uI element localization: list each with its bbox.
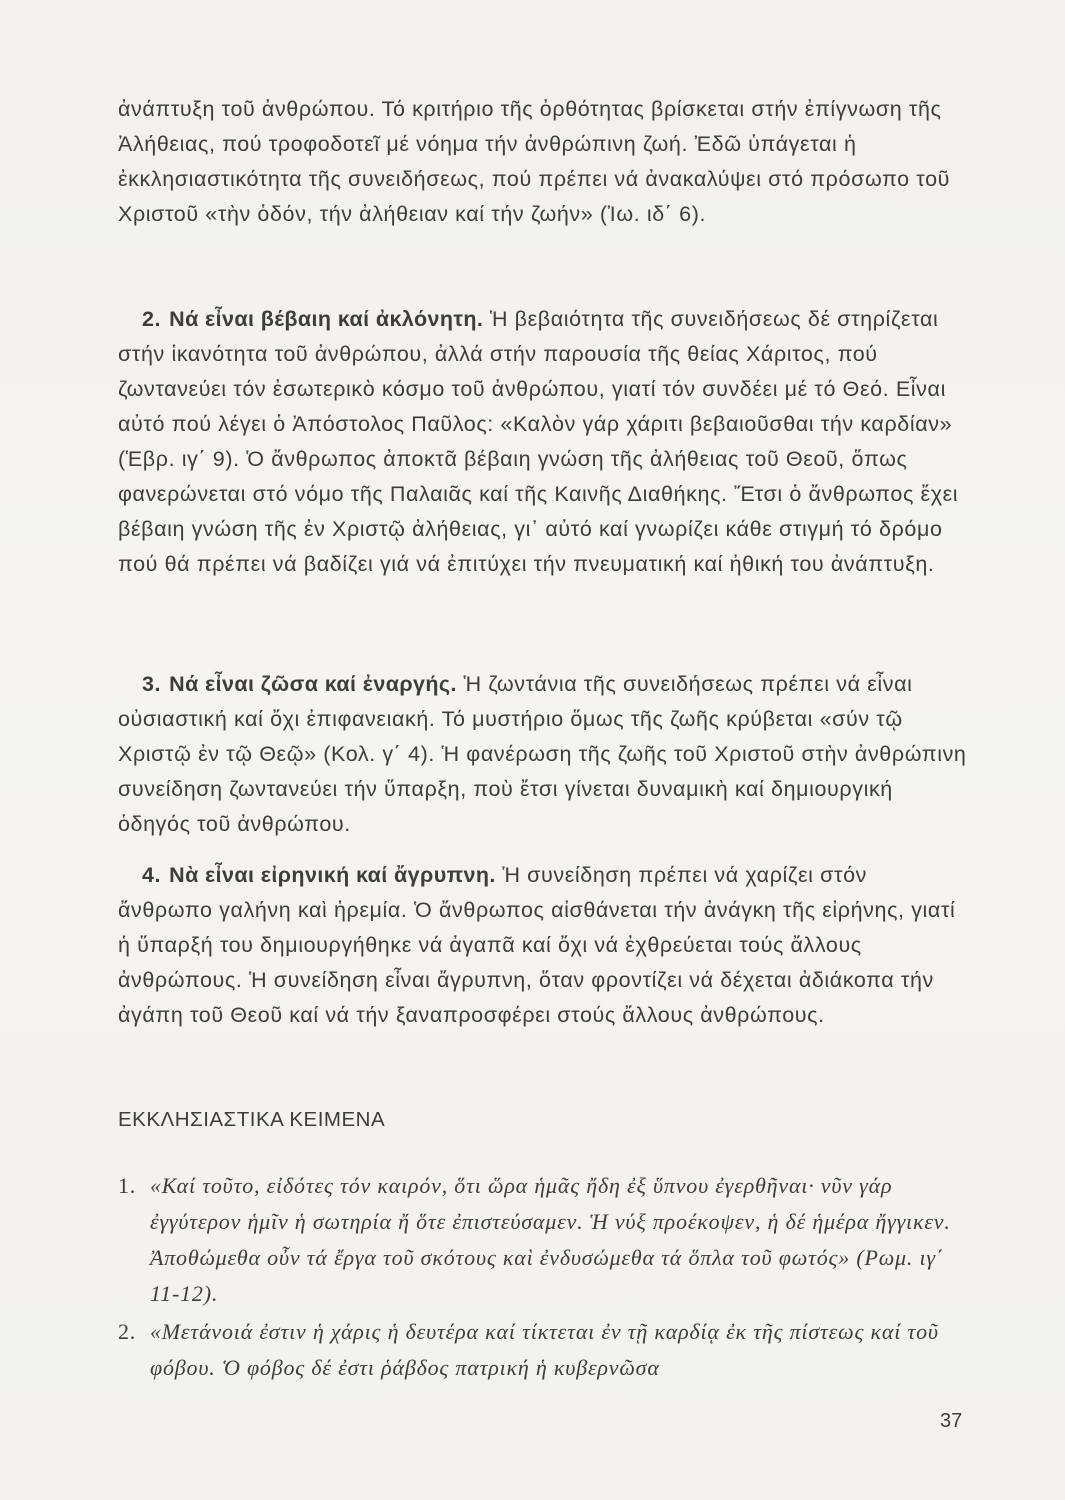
section-2 bbox=[118, 302, 968, 582]
page-number: 37 bbox=[940, 1410, 963, 1432]
intro-paragraph: ἀνάπτυξη τοῦ ἀνθρώπου. Τό κριτήριο τῆς ὀρθότητας βρίσκεται στήν ἐπίγνωση τῆς Ἀλήθειας, πού τροφοδοτεῖ μέ νόημα τήν ἀνθρώπινη ζωή. Ἐδῶ ὑπάγεται ἡ ἐκκλησιαστικότητα τῆς συνειδήσεως, πού πρέπει νά ἀνακαλύψει στό πρόσωπο τοῦ Χριστοῦ «τὴν ὁδόν, τήν ἀλήθειαν καί τήν ζωήν» (Ἰω. ιδ΄ 6). bbox=[118, 97, 950, 226]
section-number: 4. bbox=[142, 863, 162, 887]
quote-1 bbox=[118, 1168, 980, 1312]
section-3 bbox=[118, 667, 968, 842]
section-4 bbox=[118, 858, 968, 1033]
section-number: 3. bbox=[142, 672, 162, 696]
church-texts-heading: ΕΚΚΛΗΣΙΑΣΤΙΚΑ ΚΕΙΜΕΝΑ bbox=[118, 1108, 386, 1131]
quote-text: «Καί τοῦτο, εἰδότες τόν καιρόν, ὅτι ὥρα ἡμᾶς ἤδη ἐξ ὕπνου ἐγερθῆναι· νῦν γάρ ἐγγύτερον ἡμῖν ἡ σωτηρία ἤ ὅτε ἐπιστεύσαμεν. Ἡ νύξ προέκοψεν, ἡ δέ ἡμέρα ἤγγικεν. Ἀποθώμεθα οὖν τά ἔργα τοῦ σκότους καὶ ἐνδυσώμεθα τά ὅπλα τοῦ φωτός» (Ρωμ. ιγ΄ 11-12). bbox=[150, 1173, 951, 1306]
quote-2 bbox=[118, 1314, 980, 1386]
section-lead: Νά εἶναι ζῶσα καί ἐναργής. bbox=[169, 672, 457, 696]
quote-number: 1. bbox=[118, 1173, 137, 1198]
quote-text: «Μετάνοιά ἐστιν ἡ χάρις ἡ δευτέρα καί τίκτεται ἐν τῇ καρδίᾳ ἐκ τῆς πίστεως καί τοῦ φόβου. Ὁ φόβος δέ ἐστι ῥάβδος πατρική ἡ κυβερνῶσα bbox=[150, 1319, 939, 1380]
section-lead: Νὰ εἶναι εἰρηνική καί ἄγρυπνη. bbox=[169, 863, 496, 887]
section-text: Ἡ συνείδηση πρέπει νά χαρίζει στόν ἄνθρωπο γαλήνη καὶ ἠρεμία. Ὁ ἄνθρωπος αἰσθάνεται τήν ἀνάγκη τῆς εἰρήνης, γιατί ἡ ὕπαρξή του δημιουργήθηκε νά ἀγαπᾶ καί ὄχι νά ἐχθρεύεται τούς ἄλλους ἀνθρώπους. Ἡ συνείδηση εἶναι ἄγρυπνη, ὅταν φροντίζει νά δέχεται ἀδιάκοπα τήν ἀγάπη τοῦ Θεοῦ καί νά τήν ξαναπροσφέρει στούς ἄλλους ἀνθρώπους. bbox=[118, 863, 956, 1027]
section-text: Ἡ ζωντάνια τῆς συνειδήσεως πρέπει νά εἶναι οὐσιαστική καί ὄχι ἐπιφανειακή. Τό μυστήριο ὅμως τῆς ζωῆς κρύβεται «σύν τῷ Χριστῷ ἐν τῷ Θεῷ» (Κολ. γ΄ 4). Ἡ φανέρωση τῆς ζωῆς τοῦ Χριστοῦ στὴν ἀνθρώπινη συνείδηση ζωντανεύει τήν ὕπαρξη, ποὺ ἔτσι γίνεται δυναμικὴ καί δημιουργική ὁδηγός τοῦ ἀνθρώπου. bbox=[118, 672, 967, 836]
section-lead: Νά εἶναι βέβαιη καί ἀκλόνητη. bbox=[169, 307, 484, 331]
quote-number: 2. bbox=[118, 1319, 137, 1344]
section-number: 2. bbox=[142, 307, 162, 331]
section-text: Ἡ βεβαιότητα τῆς συνειδήσεως δέ στηρίζεται στήν ἱκανότητα τοῦ ἀνθρώπου, ἀλλά στήν παρουσία τῆς θείας Χάριτος, πού ζωντανεύει τόν ἐσωτερικὸ κόσμο τοῦ ἀνθρώπου, γιατί τόν συνδέει μέ τό Θεό. Εἶναι αὐτό πού λέγει ὁ Ἀπόστολος Παῦλος: «Καλὸν γάρ χάριτι βεβαιοῦσθαι τήν καρδίαν» (Ἑβρ. ιγ΄ 9). Ὁ ἄνθρωπος ἀποκτᾶ βέβαιη γνώση τῆς ἀλήθειας τοῦ Θεοῦ, ὅπως φανερώνεται στό νόμο τῆς Παλαιᾶς καί τῆς Καινῆς Διαθήκης. Ἔτσι ὁ ἄνθρωπος ἔχει βέβαιη γνώση τῆς ἐν Χριστῷ ἀλήθειας, γι᾽ αὐτό καί γνωρίζει κάθε στιγμή τό δρόμο πού θά πρέπει νά βαδίζει γιά νά ἐπιτύχει τήν πνευματική καί ἠθική του ἀνάπτυξη. bbox=[118, 307, 959, 576]
